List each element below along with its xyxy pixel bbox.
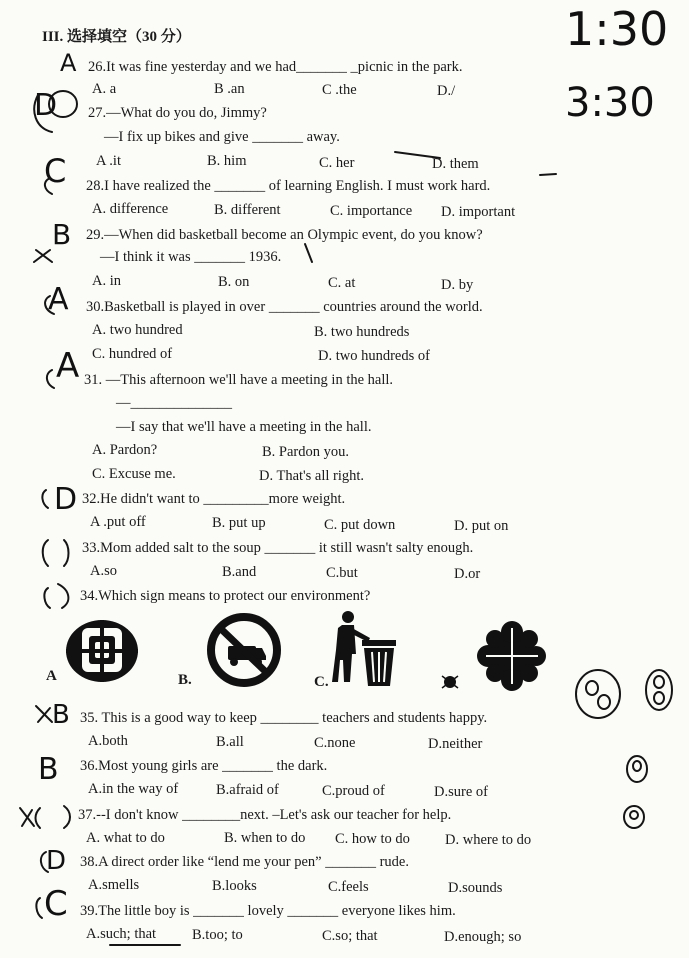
q38-option-c: C.feels [328, 879, 369, 895]
q32-option-b: B. put up [212, 515, 266, 531]
paren-mark-icon [64, 806, 70, 828]
answer-q30: A [48, 282, 69, 317]
q30-option-a: A. two hundred [92, 322, 183, 338]
answer-q39: C [44, 884, 68, 924]
sign-b-icon [206, 612, 282, 688]
sign-c-label: C. [314, 674, 329, 690]
q33-option-c: C.but [326, 565, 358, 581]
paren-mark-icon [64, 540, 69, 566]
q27-option-b: B. him [207, 153, 247, 169]
q30-option-b: B. two hundreds [314, 324, 410, 340]
question-29-sub: —I think it was _______ 1936. [100, 249, 282, 265]
answer-q26: A [60, 49, 77, 77]
handwritten-end-time: 3:30 [565, 80, 655, 126]
question-35-stem: 35. This is a good way to keep ________ teachers and students happy. [80, 710, 488, 726]
question-31-blank: —______________ [116, 395, 232, 411]
question-26-stem: 26.It was fine yesterday and we had_______ _picnic in the park. [88, 59, 463, 75]
doodle-icon [586, 681, 598, 695]
cross-mark-icon [34, 250, 52, 262]
paren-mark-icon [44, 588, 50, 608]
sign-a-icon [64, 618, 140, 684]
paren-mark-icon [58, 584, 68, 608]
q36-option-c: C.proud of [322, 783, 385, 799]
q35-option-d: D.neither [428, 736, 483, 752]
stroke-mark-icon [305, 244, 312, 262]
paren-mark-icon [42, 490, 48, 508]
paren-mark-icon [47, 370, 54, 388]
q39-option-b: B.too; to [192, 927, 243, 943]
question-30-stem: 30.Basketball is played in over _______ countries around the world. [86, 299, 483, 315]
doodle-icon [630, 811, 638, 819]
q31-option-c: C. Excuse me. [92, 466, 176, 482]
q31-option-b: B. Pardon you. [262, 444, 349, 460]
sign-a-label: A [46, 668, 57, 684]
q29-option-b: B. on [218, 274, 250, 290]
doodle-icon [654, 692, 664, 704]
q38-option-b: B.looks [212, 878, 257, 894]
q33-option-a: A.so [90, 563, 117, 579]
q33-option-b: B.and [222, 564, 257, 580]
stroke-mark-icon [540, 174, 556, 175]
paren-mark-icon [45, 296, 54, 314]
q35-option-a: A.both [88, 733, 128, 749]
handwritten-start-time: 1:30 [565, 2, 669, 56]
q38-option-a: A.smells [88, 877, 140, 893]
doodle-icon [598, 695, 610, 709]
circle-mark-icon [49, 91, 77, 117]
question-39-stem: 39.The little boy is _______ lovely _______ everyone likes him. [80, 903, 456, 919]
sign-c-icon [332, 610, 402, 690]
q35-option-c: C.none [314, 735, 356, 751]
q28-option-c: C. importance [330, 203, 413, 219]
question-32-stem: 32.He didn't want to _________more weight. [82, 491, 346, 507]
cross-mark-icon [36, 706, 52, 722]
q30-option-c: C. hundred of [92, 346, 173, 362]
q26-option-d: D./ [437, 83, 456, 99]
q36-option-d: D.sure of [434, 784, 488, 800]
paren-mark-icon [41, 852, 48, 872]
paren-mark-icon [36, 898, 42, 918]
paren-mark-icon [36, 808, 41, 828]
question-34-stem: 34.Which sign means to protect our environment? [80, 588, 371, 604]
q33-option-d: D.or [454, 566, 481, 582]
question-27-stem: 27.—What do you do, Jimmy? [88, 105, 267, 121]
q27-option-c: C. her [319, 155, 355, 171]
paren-mark-icon [45, 178, 52, 194]
question-36-stem: 36.Most young girls are _______ the dark. [80, 758, 328, 774]
question-31-reply: —I say that we'll have a meeting in the hall. [116, 419, 372, 435]
q32-option-d: D. put on [454, 518, 509, 534]
sign-d-icon [436, 620, 546, 696]
q29-option-c: C. at [328, 275, 356, 291]
q36-option-b: B.afraid of [216, 782, 279, 798]
q26-option-a: A. a [92, 81, 117, 97]
answer-q36: B [38, 752, 59, 787]
answer-q32: D [54, 482, 78, 517]
question-37-stem: 37.--I don't know ________next. –Let's ask our teacher for help. [78, 807, 452, 823]
section-title: III. 选择填空（30 分） [42, 29, 191, 45]
q37-option-b: B. when to do [224, 830, 306, 846]
answer-q35: B [52, 700, 70, 730]
answer-q31: A [56, 346, 80, 386]
paren-mark-icon [43, 540, 48, 566]
doodle-icon [627, 756, 647, 782]
answer-q28: C [44, 152, 67, 190]
q35-option-b: B.all [216, 734, 244, 750]
doodle-icon [633, 761, 641, 771]
q36-option-a: A.in the way of [88, 781, 179, 797]
doodle-icon [576, 670, 620, 718]
q39-option-a: A.such; that [86, 926, 157, 942]
q26-option-b: B .an [214, 81, 245, 97]
q37-option-d: D. where to do [445, 832, 532, 848]
doodle-icon [624, 806, 644, 828]
q29-option-a: A. in [92, 273, 121, 289]
q27-option-d: D. them [432, 156, 479, 172]
q30-option-d: D. two hundreds of [318, 348, 430, 364]
q31-option-d: D. That's all right. [259, 468, 365, 484]
question-29-stem: 29.—When did basketball become an Olympic event, do you know? [86, 227, 483, 243]
q28-option-d: D. important [441, 204, 516, 220]
answer-q27: D [34, 88, 58, 123]
question-33-stem: 33.Mom added salt to the soup _______ it still wasn't salty enough. [82, 540, 474, 556]
q27-option-a: A .it [96, 153, 121, 169]
q32-option-c: C. put down [324, 517, 396, 533]
q39-option-c: C.so; that [322, 928, 378, 944]
q28-option-b: B. different [214, 202, 281, 218]
q29-option-d: D. by [441, 277, 474, 293]
q37-option-a: A. what to do [86, 830, 165, 846]
answer-q29: B [52, 218, 72, 251]
doodle-icon [654, 676, 664, 688]
q31-option-a: A. Pardon? [92, 442, 158, 458]
q37-option-c: C. how to do [335, 831, 410, 847]
q26-option-c: C .the [322, 82, 357, 98]
q28-option-a: A. difference [92, 201, 169, 217]
answer-q38: D [46, 846, 67, 876]
q38-option-d: D.sounds [448, 880, 503, 896]
question-31-stem: 31. —This afternoon we'll have a meeting in the hall. [84, 372, 394, 388]
question-38-stem: 38.A direct order like “lend me your pen” _______ rude. [80, 854, 409, 870]
sign-b-label: B. [178, 672, 192, 688]
question-28-stem: 28.I have realized the _______ of learning English. I must work hard. [86, 178, 491, 194]
question-27-sub: —I fix up bikes and give _______ away. [104, 129, 340, 145]
q32-option-a: A .put off [90, 514, 146, 530]
q39-option-d: D.enough; so [444, 929, 522, 945]
cross-mark-icon [20, 808, 34, 826]
